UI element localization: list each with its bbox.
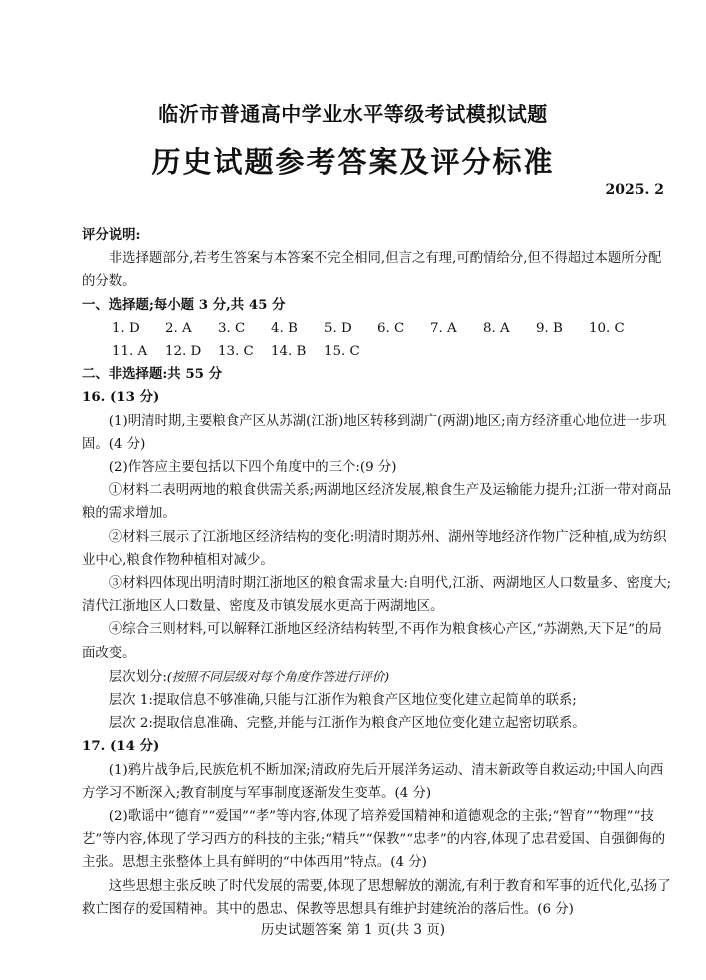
exam-title: 临沂市普通高中学业水平等级考试模拟试题: [158, 102, 548, 126]
q16-angle-2: ②材料三展示了江浙地区经济结构的变化:明清时期苏州、湖州等地经济作物广泛种植,成为纺织业中心,粮食作物种植相对减少。: [82, 529, 667, 568]
exam-date: 2025. 2: [605, 182, 664, 198]
q17-answer-3: 这些思想主张反映了时代发展的需要,体现了思想解放的潮流,有利于教育和军事的近代化,弘扬了救亡图存的爱国精神。其中的愚忠、保教等思想具有维护封建统治的落后性。(6 分): [82, 878, 671, 917]
q16-answer-1: (1)明清时期,主要粮食产区从苏湖(江浙)地区转移到湖广(两湖)地区;南方经济重心地位进一步巩固。(4 分): [82, 413, 667, 452]
q16-levels: [82, 665, 672, 689]
answer-item: 3. C: [218, 320, 246, 336]
grading-notes-text: 非选择题部分,若考生答案与本答案不完全相同,但言之有理,可酌情给分,但不得超过本题所分配的分数。: [82, 251, 662, 290]
answer-item: 10. C: [589, 320, 625, 336]
answer-item: 1. D: [112, 320, 140, 336]
answer-item: 12. D: [165, 344, 202, 360]
q16-answer-2-intro: (2)作答应主要包括以下四个角度中的三个:(9 分): [108, 460, 397, 476]
q17-heading: 17. (14 分): [82, 738, 160, 755]
answer-item: 14. B: [271, 344, 307, 360]
answer-content: [82, 224, 672, 921]
q16-heading: 16. (13 分): [82, 389, 160, 406]
levels-label: 层次划分:: [108, 669, 167, 685]
page-footer: 历史试题答案 第 1 页(共 3 页): [260, 922, 446, 938]
part1-heading: 一、选择题;每小题 3 分,共 45 分: [82, 296, 286, 313]
document-title: 历史试题参考答案及评分标准: [151, 145, 555, 179]
q17-answer-1: (1)鸦片战争后,民族危机不断加深;清政府先后开展洋务运动、清末新政等自救运动;中国人向西方学习不断深入;教育制度与军事制度逐渐发生变革。(4 分): [82, 762, 664, 801]
answer-row-1: [82, 317, 672, 340]
q16-angle-1: ①材料二表明两地的粮食供需关系;两湖地区经济发展,粮食生产及运输能力提升;江浙一带对商品粮的需求增加。: [82, 483, 672, 522]
q17-answer-2: (2)歌谣中“德育”“爱国”“孝”等内容,体现了培养爱国精神和道德观念的主张;“智育”“物理”“技艺”等内容,体现了学习西方的科技的主张;“精兵”“保教”“忠孝”的内容,体现了忠君爱国、自强御侮的主张。思想主张整体上具有鲜明的“中体西用”特点。(4 分): [82, 809, 666, 871]
answer-item: 13. C: [218, 344, 254, 360]
answer-item: 2. A: [165, 320, 192, 336]
grading-notes-heading: 评分说明:: [82, 227, 141, 243]
q16-angle-4: ④综合三则材料,可以解释江浙地区经济结构转型,不再作为粮食核心产区,“苏湖熟,天下足”的局面改变。: [82, 622, 662, 661]
q16-level-2: 层次 2:提取信息准确、完整,并能与江浙作为粮食产区地位变化建立起密切联系。: [108, 716, 586, 732]
answer-item: 11. A: [112, 344, 148, 360]
answer-item: 5. D: [324, 320, 352, 336]
answer-item: 7. A: [430, 320, 457, 336]
answer-item: 6. C: [377, 320, 405, 336]
answer-row-2: [82, 340, 672, 363]
answer-item: 9. B: [536, 320, 563, 336]
levels-note: (按照不同层级对每个角度作答进行评价): [166, 668, 390, 684]
answer-item: 15. C: [324, 344, 360, 360]
part2-heading: 二、非选择题:共 55 分: [82, 366, 223, 383]
q16-angle-3: ③材料四体现出明清时期江浙地区的粮食需求量大:自明代,江浙、两湖地区人口数量多、密度大;清代江浙地区人口数量、密度及市镇发展水更高于两湖地区。: [82, 576, 672, 615]
q16-level-1: 层次 1:提取信息不够准确,只能与江浙作为粮食产区地位变化建立起简单的联系;: [108, 693, 577, 709]
answer-item: 8. A: [483, 320, 510, 336]
answer-item: 4. B: [271, 320, 298, 336]
